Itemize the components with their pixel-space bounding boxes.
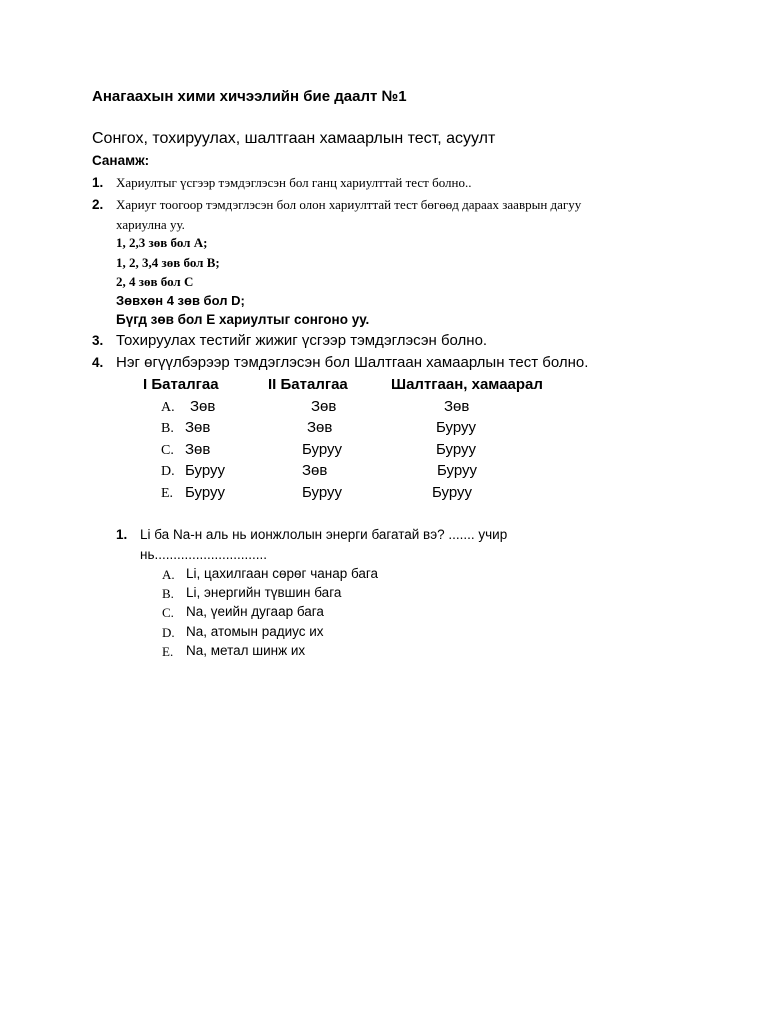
option-text-a: Li, цахилгаан сөрөг чанар бага xyxy=(186,566,379,581)
rule-number-4: 4. xyxy=(92,355,104,370)
table-header-3: Шалтгаан, хамаарал xyxy=(391,376,543,393)
rule-number-3: 3. xyxy=(92,333,104,348)
code-line-d: Зөвхөн 4 зөв бол D; xyxy=(116,293,245,308)
option-letter-c: C. xyxy=(162,605,174,620)
option-text-c: Na, үеийн дугаар бага xyxy=(186,604,324,619)
table-cell-d3: Буруу xyxy=(437,462,478,479)
code-line-e: Бүгд зөв бол E хариултыг сонгоно уу. xyxy=(116,312,370,327)
table-cell-d2: Зөв xyxy=(302,462,328,479)
option-letter-b: B. xyxy=(162,586,174,601)
table-cell-e2: Буруу xyxy=(302,484,343,501)
table-header-2: II Баталгаа xyxy=(268,376,348,393)
table-cell-b2: Зөв xyxy=(307,419,333,436)
table-cell-b3: Буруу xyxy=(436,419,477,436)
table-cell-a3: Зөв xyxy=(444,398,470,415)
option-text-d: Na, атомын радиус их xyxy=(186,624,324,639)
rule-number-1: 1. xyxy=(92,175,104,190)
table-cell-e3: Буруу xyxy=(432,484,473,501)
table-cell-b1: Зөв xyxy=(185,419,211,436)
option-letter-e: E. xyxy=(162,644,174,659)
code-line-b: 1, 2, 3,4 зөв бол B; xyxy=(116,255,220,270)
option-letter-a: A. xyxy=(162,567,175,582)
table-row-letter-e: E. xyxy=(161,486,174,501)
option-text-e: Na, метал шинж их xyxy=(186,643,306,658)
table-row-letter-b: B. xyxy=(161,421,174,436)
rule-text-3: Тохируулах тестийг жижиг үсгээр тэмдэглэсэн болно. xyxy=(116,332,488,349)
code-line-c: 2, 4 зөв бол C xyxy=(116,274,194,289)
rule-number-2: 2. xyxy=(92,197,104,212)
table-row-letter-d: D. xyxy=(161,464,175,479)
table-cell-a1: Зөв xyxy=(190,398,216,415)
section-subtitle: Сонгох, тохируулах, шалтгаан хамаарлын тест, асуулт xyxy=(92,130,496,147)
table-cell-c1: Зөв xyxy=(185,441,211,458)
option-text-b: Li, энергийн түвшин бага xyxy=(186,585,342,600)
table-header-1: I Баталгаа xyxy=(143,376,219,393)
table-cell-e1: Буруу xyxy=(185,484,226,501)
question-number: 1. xyxy=(116,527,128,542)
option-letter-d: D. xyxy=(162,625,175,640)
rule-text-2-line2: хариулна уу. xyxy=(116,217,185,232)
document-title: Анагаахын хими хичээлийн бие даалт №1 xyxy=(92,88,407,105)
table-cell-a2: Зөв xyxy=(311,398,337,415)
code-line-a: 1, 2,3 зөв бол A; xyxy=(116,235,208,250)
table-row-letter-c: C. xyxy=(161,443,174,458)
table-row-letter-a: A. xyxy=(161,400,175,415)
question-line2: нь.............................. xyxy=(140,547,268,562)
question-line1: Li ба Na-н аль нь ионжлолын энерги багатай вэ? ....... учир xyxy=(140,527,508,542)
rule-text-4: Нэг өгүүлбэрээр тэмдэглэсэн бол Шалтгаан хамаарлын тест болно. xyxy=(116,354,589,371)
table-cell-c2: Буруу xyxy=(302,441,343,458)
note-heading: Санамж: xyxy=(92,153,150,168)
table-cell-d1: Буруу xyxy=(185,462,226,479)
table-cell-c3: Буруу xyxy=(436,441,477,458)
rule-text-2-line1: Хариуг тоогоор тэмдэглэсэн бол олон хариулттай тест бөгөөд дараах зааврын дагуу xyxy=(116,197,582,212)
rule-text-1: Хариултыг үсгээр тэмдэглэсэн бол ганц хариулттай тест болно.. xyxy=(116,175,472,190)
